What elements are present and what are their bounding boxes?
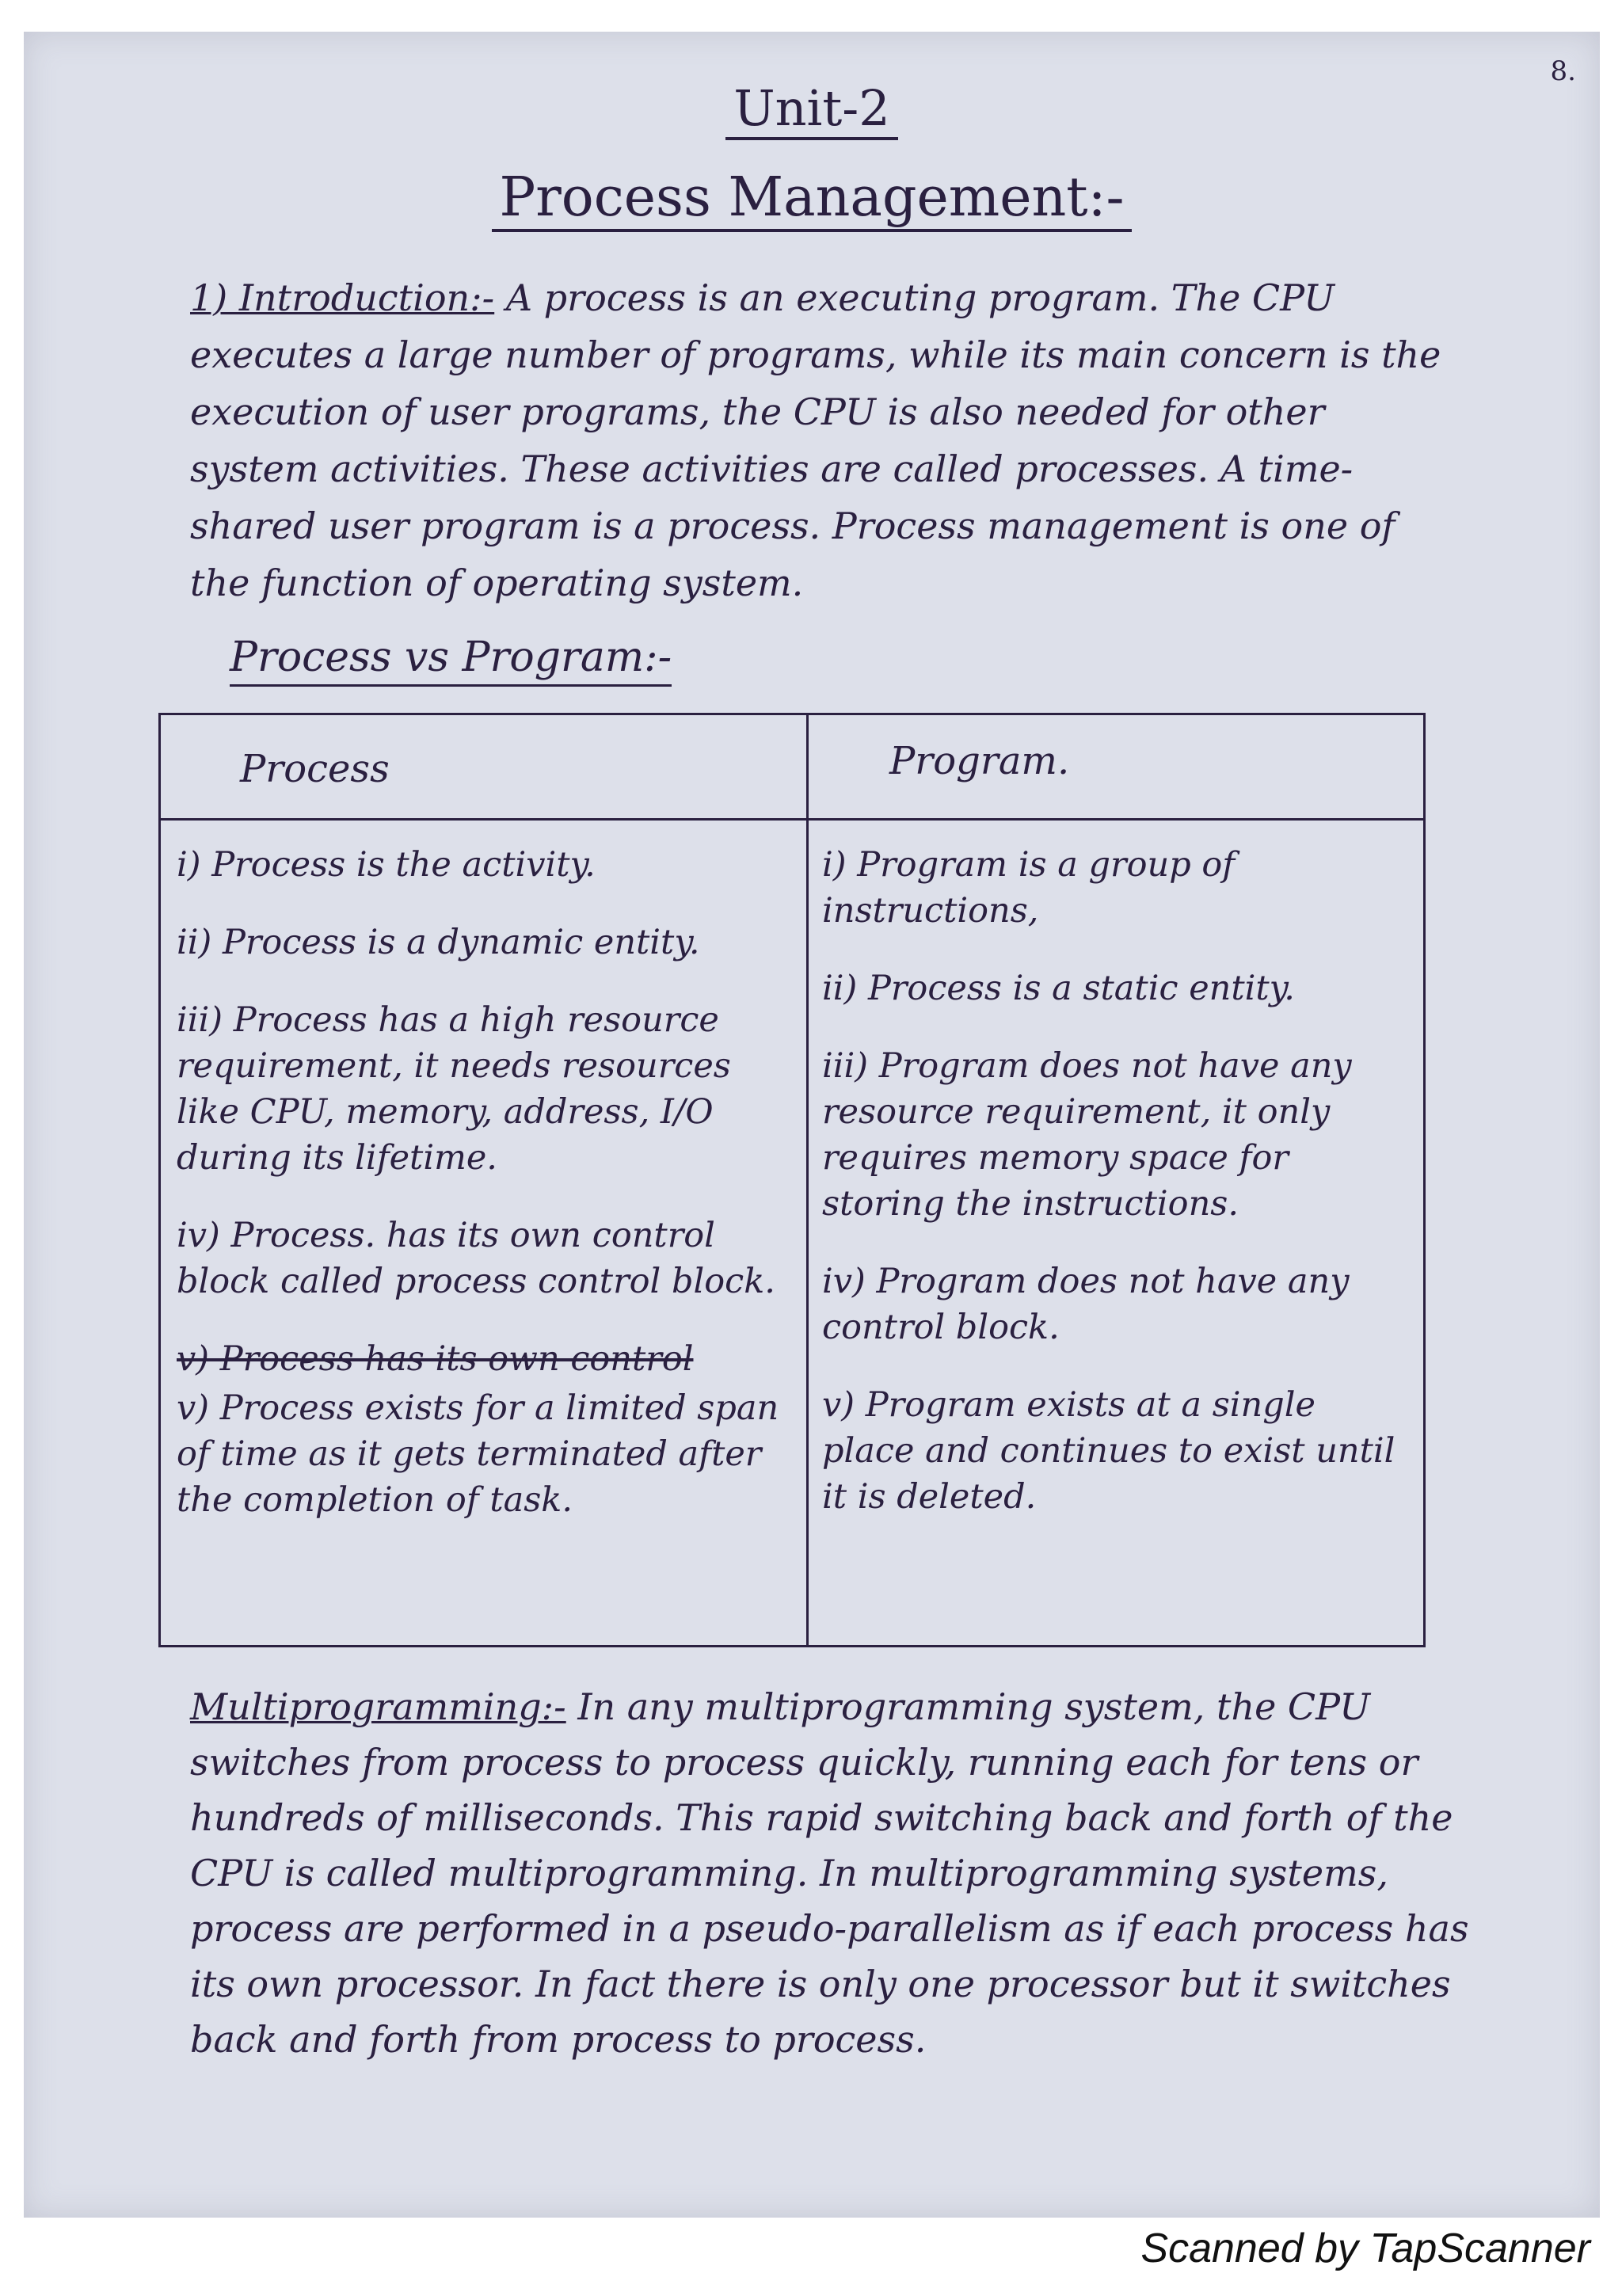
program-point-2: ii) Process is a static entity. <box>822 969 1295 1008</box>
process-point-3: iii) Process has a high resource requirement, it needs resources like CPU, memory, address, I/O during its lifetime. <box>177 1000 731 1178</box>
program-point-3: iii) Program does not have any resource requirement, it only requires memory space for storing the instructions. <box>822 1046 1352 1224</box>
introduction-text: A process is an executing program. The CPU executes a large number of programs, while its main concern is the execution of user programs, the CPU is also needed for other system activities. These activities are called processes. A time-shared user program is a process. Process management is one of the function of operating system. <box>190 276 1441 604</box>
page-number: 8. <box>1550 55 1576 87</box>
process-vs-program-heading: Process vs Program:- <box>230 634 672 687</box>
unit-title-text: Unit-2 <box>725 79 897 140</box>
scanner-watermark: Scanned by TapScanner <box>1140 2226 1590 2271</box>
page-title <box>24 166 1600 229</box>
page-title-text: Process Management:- <box>492 166 1133 232</box>
program-column <box>822 842 1416 1552</box>
comparison-table <box>158 713 1426 1647</box>
program-point-5: v) Program exists at a single place and continues to exist until it is deleted. <box>822 1385 1395 1517</box>
introduction-paragraph <box>190 269 1457 611</box>
process-point-4: iv) Process. has its own control block called process control block. <box>177 1216 775 1301</box>
introduction-heading: 1) Introduction:- <box>190 276 495 319</box>
program-point-4: iv) Program does not have any control block. <box>822 1262 1350 1347</box>
process-column-header: Process <box>240 747 390 791</box>
notebook-page <box>24 32 1600 2218</box>
table-header-divider <box>161 818 1423 821</box>
process-point-2: ii) Process is a dynamic entity. <box>177 923 700 962</box>
process-point-5: v) Process exists for a limited span of time as it gets terminated after the completion of task. <box>177 1388 779 1520</box>
multiprogramming-paragraph <box>190 1679 1473 2067</box>
unit-title <box>24 79 1600 137</box>
struck-through-text: v) Process has its own control <box>177 1339 694 1379</box>
multiprogramming-text: In any multiprogramming system, the CPU switches from process to process quickly, running each for tens or hundreds of milliseconds. This rapid switching back and forth of the CPU is called multiprogramming. In multiprogramming systems, process are performed in a pseudo-parallelism as if each process has its own processor. In fact there is only one processor but it switches back and forth from process to process. <box>190 1685 1469 2061</box>
process-column <box>177 842 786 1555</box>
process-point-1: i) Process is the activity. <box>177 845 596 885</box>
program-point-1: i) Program is a group of instructions, <box>822 845 1236 931</box>
program-column-header: Program. <box>889 739 1070 783</box>
table-column-divider <box>806 715 809 1645</box>
multiprogramming-heading: Multiprogramming:- <box>190 1685 566 1728</box>
